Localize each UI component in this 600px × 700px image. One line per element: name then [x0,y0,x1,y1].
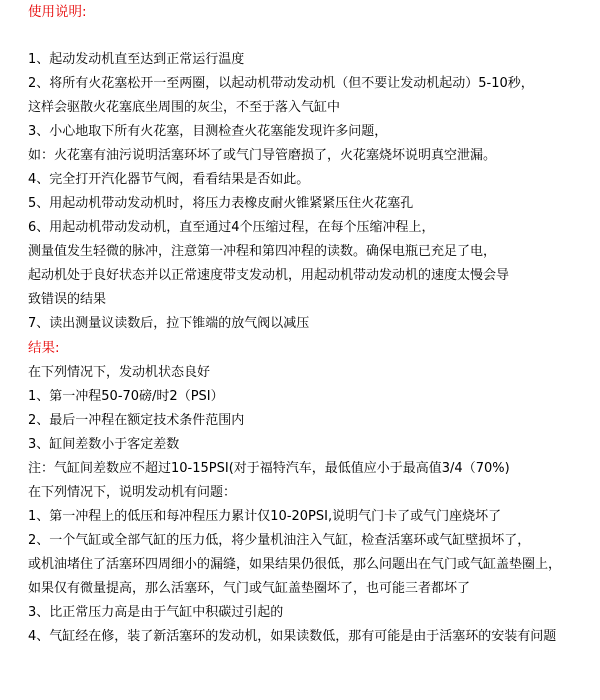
results-note: 注：气缸间差数应不超过10-15PSI(对于福特汽车，最低值应小于最高值3/4（70%) [28,461,510,476]
usage-line: 7、读出测量议读数后，拉下锥端的放气阀以减压 [28,316,310,331]
usage-line: 这样会驱散火花塞底坐周围的灰尘，不至于落入气缸中 [28,100,341,115]
results-heading: 结果: [28,340,60,356]
usage-line: 5、用起动机带动发动机时，将压力表橡皮耐火锥紧紧压住火花塞孔 [28,196,414,211]
results-line: 或机油堵住了活塞环四周细小的漏缝，如果结果仍很低，那么问题出在气门或气缸盖垫圈上， [28,557,562,572]
results-line: 1、第一冲程上的低压和每冲程压力累计仅10-20PSI,说明气门卡了或气门座烧坏了 [28,509,502,524]
results-line: 3、缸间差数小于客定差数 [28,437,180,452]
results-line: 4、气缸经在修，装了新活塞环的发动机，如果读数低，那有可能是由于活塞环的安装有问题 [28,629,557,644]
results-line: 2、一个气缸或全部气缸的压力低，将少量机油注入气缸，检查活塞环或气缸壁损坏了， [28,533,531,548]
results-line: 如果仅有微量提高，那么活塞环，气门或气缸盖垫圈坏了，也可能三者都坏了 [28,581,471,596]
usage-line: 6、用起动机带动发动机，直至通过4个压缩过程，在每个压缩冲程上， [28,220,435,235]
usage-line: 4、完全打开汽化器节气阀，看看结果是否如此。 [28,172,310,187]
usage-line: 测量值发生轻微的脉冲，注意第一冲程和第四冲程的读数。确保电瓶已充足了电， [28,244,497,259]
usage-line: 如：火花塞有油污说明活塞环坏了或气门导管磨损了，火花塞烧坏说明真空泄漏。 [28,148,497,163]
usage-heading: 使用说明: [28,4,87,20]
usage-line: 起动机处于良好状态并以正常速度带支发动机，用起动机带动发动机的速度太慢会导 [28,268,510,283]
results-line: 在下列情况下，说明发动机有问题： [28,485,237,500]
usage-line: 2、将所有火花塞松开一至两圈，以起动机带动发动机（但不要让发动机起动）5-10秒， [28,76,534,91]
results-line: 1、第一冲程50-70磅/时2（PSI） [28,389,224,404]
usage-line: 致错误的结果 [28,292,107,307]
usage-line: 1、起动发动机直至达到正常运行温度 [28,52,245,67]
results-line: 3、比正常压力高是由于气缸中积碳过引起的 [28,605,284,620]
usage-line: 3、小心地取下所有火花塞，目测检查火花塞能发现许多问题， [28,124,388,139]
results-line: 2、最后一冲程在额定技术条件范围内 [28,413,245,428]
results-line: 在下列情况下，发动机状态良好 [28,365,211,380]
